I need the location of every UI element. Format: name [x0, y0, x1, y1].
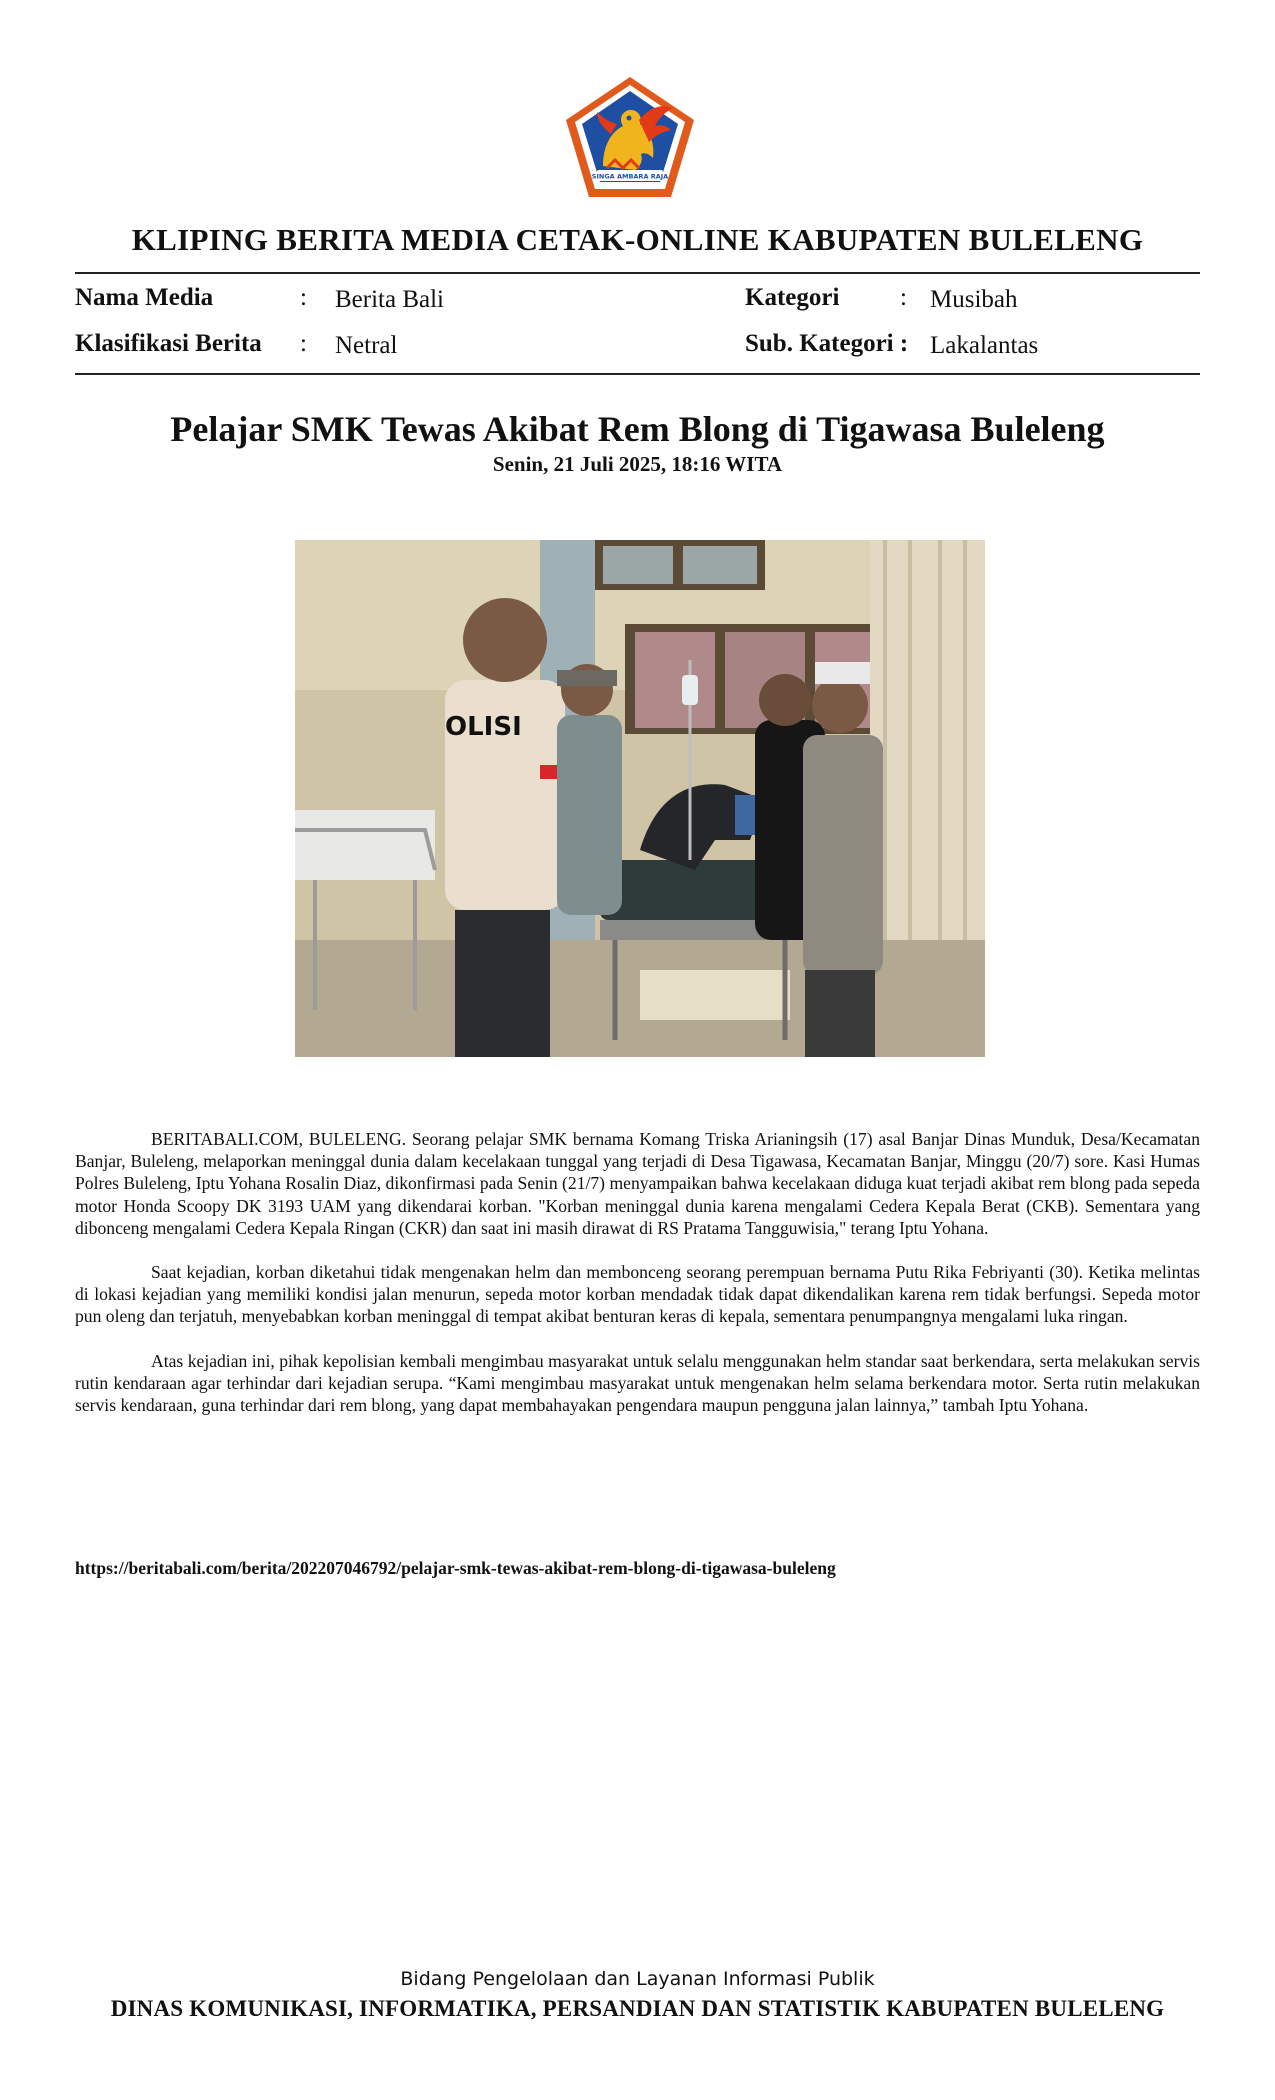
klasifikasi-value: Netral	[335, 332, 398, 359]
kategori-label: Kategori	[745, 284, 840, 311]
kategori-colon: :	[900, 284, 907, 311]
meta-media	[75, 284, 595, 316]
media-label: Nama Media	[75, 284, 214, 311]
buleleng-emblem-logo	[563, 74, 697, 200]
article-title: Pelajar SMK Tewas Akibat Rem Blong di Tigawasa Buleleng	[170, 409, 1105, 449]
header-divider-bottom	[75, 373, 1200, 375]
footer-division: Bidang Pengelolaan dan Layanan Informasi Publik	[400, 1968, 875, 1990]
klasifikasi-colon: :	[300, 330, 307, 357]
meta-klasifikasi	[75, 330, 595, 362]
article-paragraph-3: Atas kejadian ini, pihak kepolisian kembali mengimbau masyarakat untuk selalu menggunakan helm standar saat berkendara, serta melakukan servis rutin kendaraan agar terhindar dari kejadian serupa. “Kami mengimbau masyarakat untuk mengenakan helm selama berkendara motor. Serta rutin melakukan servis kendaraan, guna terhindar dari rem blong, yang dapat membahayakan pengendara maupun pengguna jalan lainnya,” tambah Iptu Yohana.	[75, 1350, 1200, 1416]
subkategori-value: Lakalantas	[930, 332, 1039, 359]
media-colon: :	[300, 284, 307, 311]
article-paragraph-2: Saat kejadian, korban diketahui tidak mengenakan helm dan membonceng seorang perempuan bernama Putu Rika Febriyanti (30). Ketika melintas di lokasi kejadian yang memiliki kondisi jalan menurun, sepeda motor korban mendadak tidak dapat dikendalikan karena rem tidak berfungsi. Sepeda motor pun oleng dan terjatuh, menyebabkan korban meninggal di tempat akibat benturan keras di kepala, sementara penumpangnya mengalami luka ringan.	[75, 1262, 1200, 1327]
news-photo	[295, 540, 985, 1057]
source-url-link[interactable]: https://beritabali.com/berita/202207046792/pelajar-smk-tewas-akibat-rem-blong-di-tigawasa-buleleng	[75, 1558, 836, 1578]
article-paragraph-1: BERITABALI.COM, BULELENG. Seorang pelajar SMK bernama Komang Triska Arianingsih (17) asal Banjar Dinas Munduk, Desa/Kecamatan Banjar, Buleleng, melaporkan meninggal dunia dalam kecelakaan tunggal yang terjadi di Desa Tigawasa, Kecamatan Banjar, Minggu (20/7) sore. Kasi Humas Polres Buleleng, Iptu Yohana Rosalin Diaz, dikonfirmasi pada Senin (21/7) menyampaikan bahwa kecelakaan diduga kuat terjadi akibat rem blong pada sepeda motor Honda Scoopy DK 3193 UAM yang dikendarai korban. "Korban meninggal dunia karena mengalami Cedera Kepala Berat (CKB). Sementara yang dibonceng mengalami Cedera Kepala Ringan (CKR) dan saat ini masih dirawat di RS Pratama Tangguwisia," terang Iptu Yohana.	[75, 1129, 1200, 1238]
klasifikasi-label: Klasifikasi Berita	[75, 330, 262, 357]
document-title: KLIPING BERITA MEDIA CETAK-ONLINE KABUPATEN BULELENG	[131, 222, 1144, 257]
logo-caption: SINGA AMBARA RAJA	[591, 172, 669, 181]
meta-kategori	[745, 284, 1195, 316]
kategori-value: Musibah	[930, 286, 1018, 313]
media-value: Berita Bali	[335, 286, 444, 313]
vest-lettering: OLISI	[445, 712, 522, 742]
meta-subkategori	[745, 330, 1195, 362]
footer-agency: DINAS KOMUNIKASI, INFORMATIKA, PERSANDIAN DAN STATISTIK KABUPATEN BULELENG	[110, 1996, 1165, 2021]
article-body	[75, 1128, 1200, 1438]
article-date: Senin, 21 Juli 2025, 18:16 WITA	[492, 452, 783, 476]
header-divider-top	[75, 272, 1200, 274]
subkategori-label: Sub. Kategori :	[745, 330, 909, 357]
